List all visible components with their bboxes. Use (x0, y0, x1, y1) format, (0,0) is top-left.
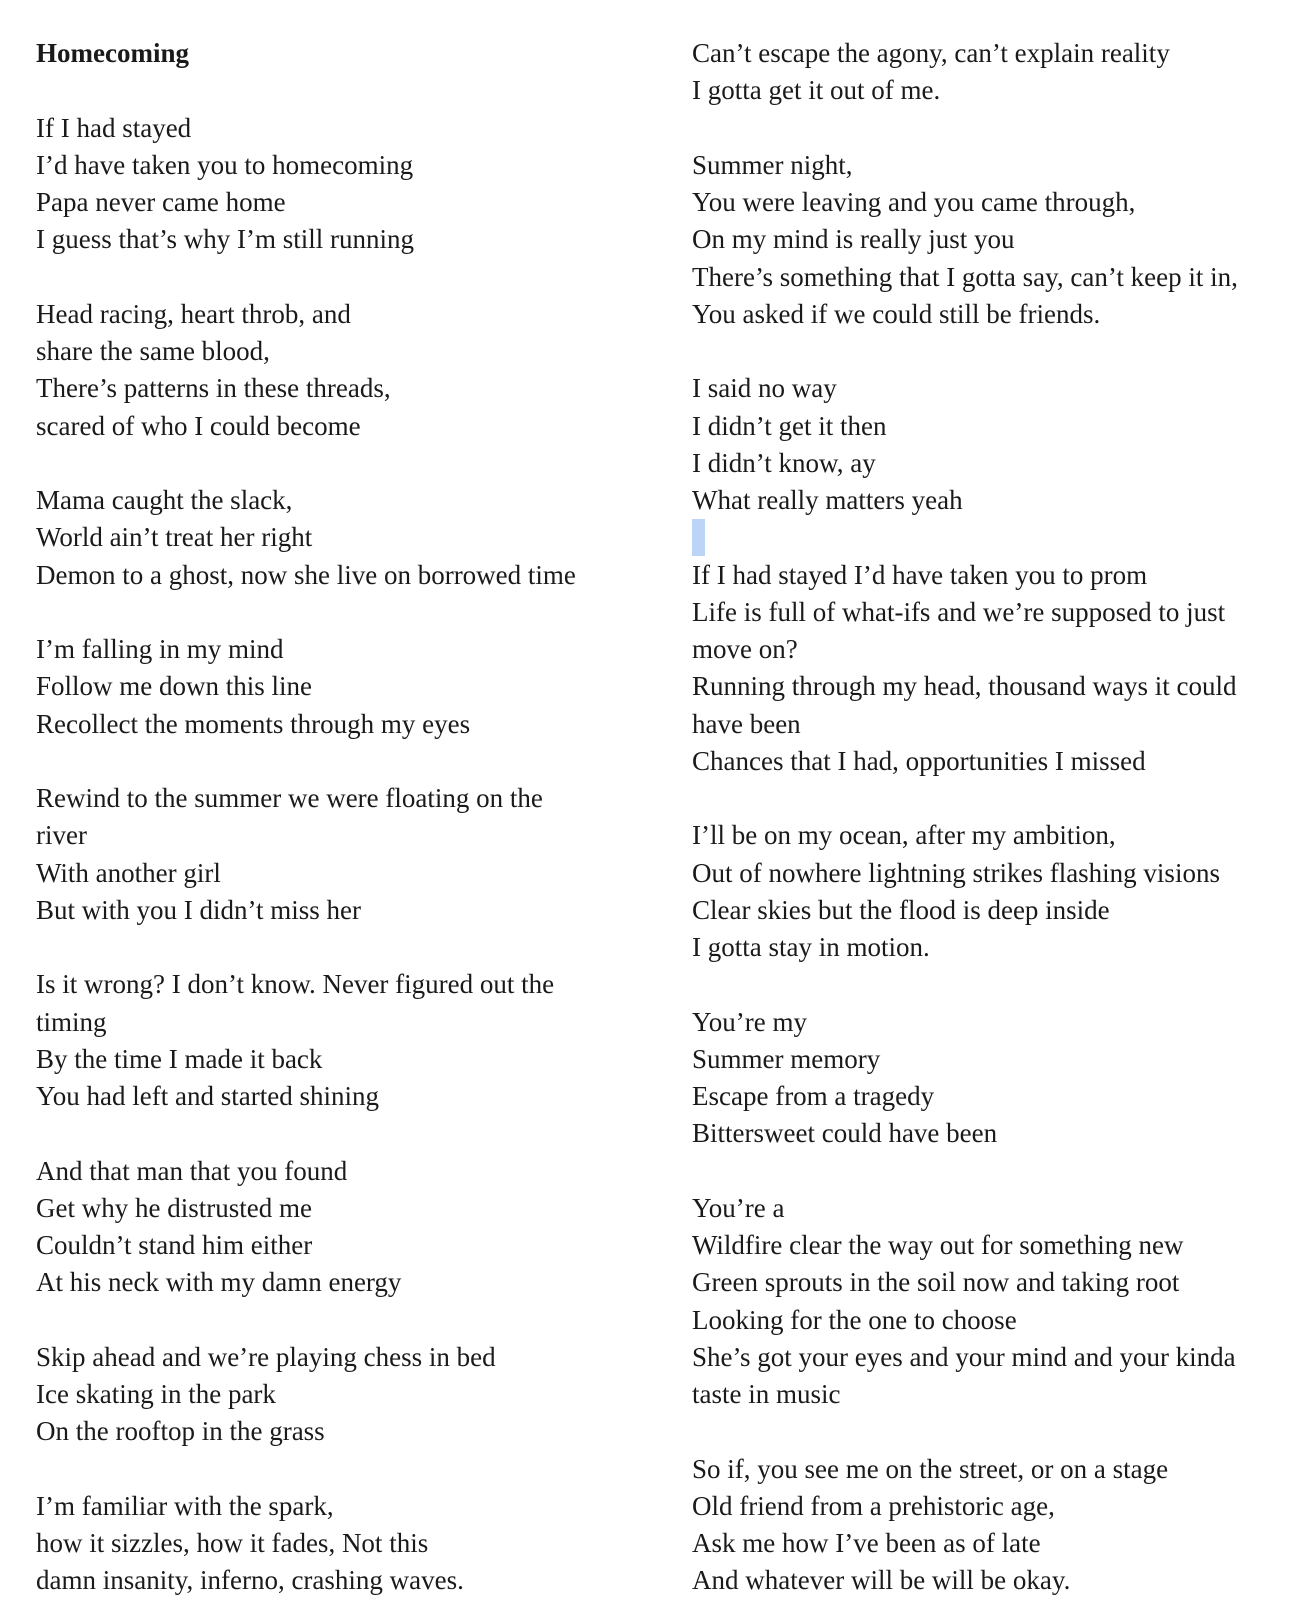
lyric-line: Bittersweet could have been (692, 1118, 998, 1149)
blank-line (692, 1413, 1292, 1450)
left-stanza (36, 966, 676, 1115)
lyric-line: So if, you see me on the street, or on a stage (692, 1453, 1169, 1484)
blank-line (36, 1451, 676, 1488)
lyric-line: Summer night, (692, 149, 853, 180)
lyric-line: What really matters yeah (692, 485, 963, 515)
lyric-line: I gotta get it out of me. (692, 75, 941, 106)
lyric-line: Chances that I had, opportunities I missed (692, 745, 1146, 776)
left-stanza (36, 296, 676, 445)
lyric-line: Life is full of what-ifs and we’re supposed to just (692, 596, 1226, 627)
lyric-line: Looking for the one to choose (692, 1304, 1017, 1335)
lyric-line: By the time I made it back (36, 1043, 323, 1074)
lyric-line: World ain’t treat her right (36, 522, 313, 553)
lyric-line: how it sizzles, how it fades, Not this (36, 1528, 429, 1558)
lyric-line: Old friend from a prehistoric age, (692, 1490, 1055, 1521)
right-stanza (692, 1190, 1292, 1414)
lyric-line: And whatever will be will be okay. (692, 1565, 1071, 1596)
blank-line (36, 1302, 676, 1339)
blank-line (36, 445, 676, 482)
lyric-line: Running through my head, thousand ways it could (692, 671, 1237, 702)
lyric-line: Is it wrong? I don’t know. Never figured out the (36, 969, 555, 1000)
lyric-line: Mama caught the slack, (36, 485, 293, 515)
lyric-line: I gotta stay in motion. (692, 932, 930, 962)
lyrics-column-left (36, 35, 676, 1600)
lyric-line: scared of who I could become (36, 410, 361, 441)
lyrics-column-right (692, 35, 1292, 1600)
lyric-line: There’s something that I gotta say, can’t keep it in, (692, 261, 1238, 292)
lyric-line: But with you I didn’t miss her (36, 894, 362, 925)
right-stanza (692, 1004, 1292, 1153)
blank-line (36, 594, 676, 631)
lyric-line: If I had stayed (36, 112, 192, 143)
lyric-line: With another girl (36, 857, 221, 888)
blank-line (692, 519, 1292, 556)
blank-line (692, 333, 1292, 370)
lyric-line: Green sprouts in the soil now and taking root (692, 1267, 1180, 1298)
right-stanza (692, 557, 1292, 781)
lyric-line: I’m falling in my mind (36, 634, 284, 664)
lyric-line: share the same blood, (36, 336, 270, 366)
lyric-line: I guess that’s why I’m still running (36, 224, 414, 255)
lyric-line: You were leaving and you came through, (692, 187, 1136, 217)
lyric-line: And that man that you found (36, 1155, 348, 1186)
left-stanza (36, 1153, 676, 1302)
lyric-line: On my mind is really just you (692, 224, 1015, 255)
left-stanza (36, 1488, 676, 1600)
lyric-line: Out of nowhere lightning strikes flashing visions (692, 857, 1220, 888)
lyric-line: You’re my (692, 1006, 808, 1037)
lyric-line: Summer memory (692, 1043, 881, 1074)
blank-line (692, 1153, 1292, 1190)
right-stanza (692, 817, 1292, 966)
lyric-line: I’m familiar with the spark, (36, 1490, 334, 1521)
document-title: Homecoming (36, 38, 189, 68)
blank-line (692, 780, 1292, 817)
lyric-line: Get why he distrusted me (36, 1192, 312, 1223)
blank-line (692, 110, 1292, 147)
lyric-line: Can’t escape the agony, can’t explain reality (692, 38, 1170, 68)
left-stanza (36, 1339, 676, 1451)
blank-line (692, 966, 1292, 1003)
lyric-line: Head racing, heart throb, and (36, 298, 351, 329)
lyric-line: Recollect the moments through my eyes (36, 708, 471, 739)
left-stanza (36, 780, 676, 929)
lyric-line: damn insanity, inferno, crashing waves. (36, 1565, 464, 1596)
blank-line (36, 1115, 676, 1152)
left-stanza (36, 110, 676, 259)
lyric-line: Ice skating in the park (36, 1379, 276, 1409)
lyric-line: Couldn’t stand him either (36, 1230, 313, 1260)
lyric-line: Skip ahead and we’re playing chess in bed (36, 1341, 496, 1372)
blank-line (36, 72, 676, 109)
lyric-line: Wildfire clear the way out for something new (692, 1230, 1184, 1260)
lyric-line: I said no way (692, 373, 837, 404)
lyric-line: There’s patterns in these threads, (36, 373, 391, 404)
lyric-line: Ask me how I’ve been as of late (692, 1528, 1041, 1558)
blank-line (36, 259, 676, 296)
lyric-line: Rewind to the summer we were floating on the (36, 783, 543, 813)
right-stanza (692, 147, 1292, 333)
lyric-line: I’d have taken you to homecoming (36, 149, 414, 180)
lyric-line: taste in music (692, 1379, 841, 1409)
lyric-line: river (36, 820, 87, 851)
lyric-line: move on? (692, 634, 798, 664)
blank-line (36, 929, 676, 966)
lyric-line: I’ll be on my ocean, after my ambition, (692, 820, 1116, 851)
lyric-line: On the rooftop in the grass (36, 1416, 325, 1447)
lyric-line: You asked if we could still be friends. (692, 298, 1101, 329)
left-stanza (36, 631, 676, 743)
lyric-line: Follow me down this line (36, 671, 312, 702)
lyric-line: Clear skies but the flood is deep inside (692, 894, 1110, 925)
lyric-line: Papa never came home (36, 187, 286, 217)
lyric-line: timing (36, 1006, 107, 1037)
text-cursor-selection[interactable] (692, 519, 705, 556)
lyric-line: I didn’t know, ay (692, 447, 876, 478)
lyric-line: I didn’t get it then (692, 410, 887, 441)
right-stanza (692, 35, 1292, 110)
lyric-line: You had left and started shining (36, 1081, 379, 1111)
lyric-line: You’re a (692, 1192, 785, 1223)
left-stanza (36, 482, 676, 594)
lyric-line: If I had stayed I’d have taken you to prom (692, 559, 1148, 590)
lyric-line: have been (692, 708, 801, 739)
right-stanza (692, 1451, 1292, 1600)
lyric-line: At his neck with my damn energy (36, 1267, 402, 1298)
lyric-line: She’s got your eyes and your mind and your kinda (692, 1341, 1236, 1372)
right-stanza (692, 370, 1292, 519)
lyric-line: Escape from a tragedy (692, 1081, 935, 1111)
blank-line (36, 743, 676, 780)
lyric-line: Demon to a ghost, now she live on borrowed time (36, 559, 576, 590)
